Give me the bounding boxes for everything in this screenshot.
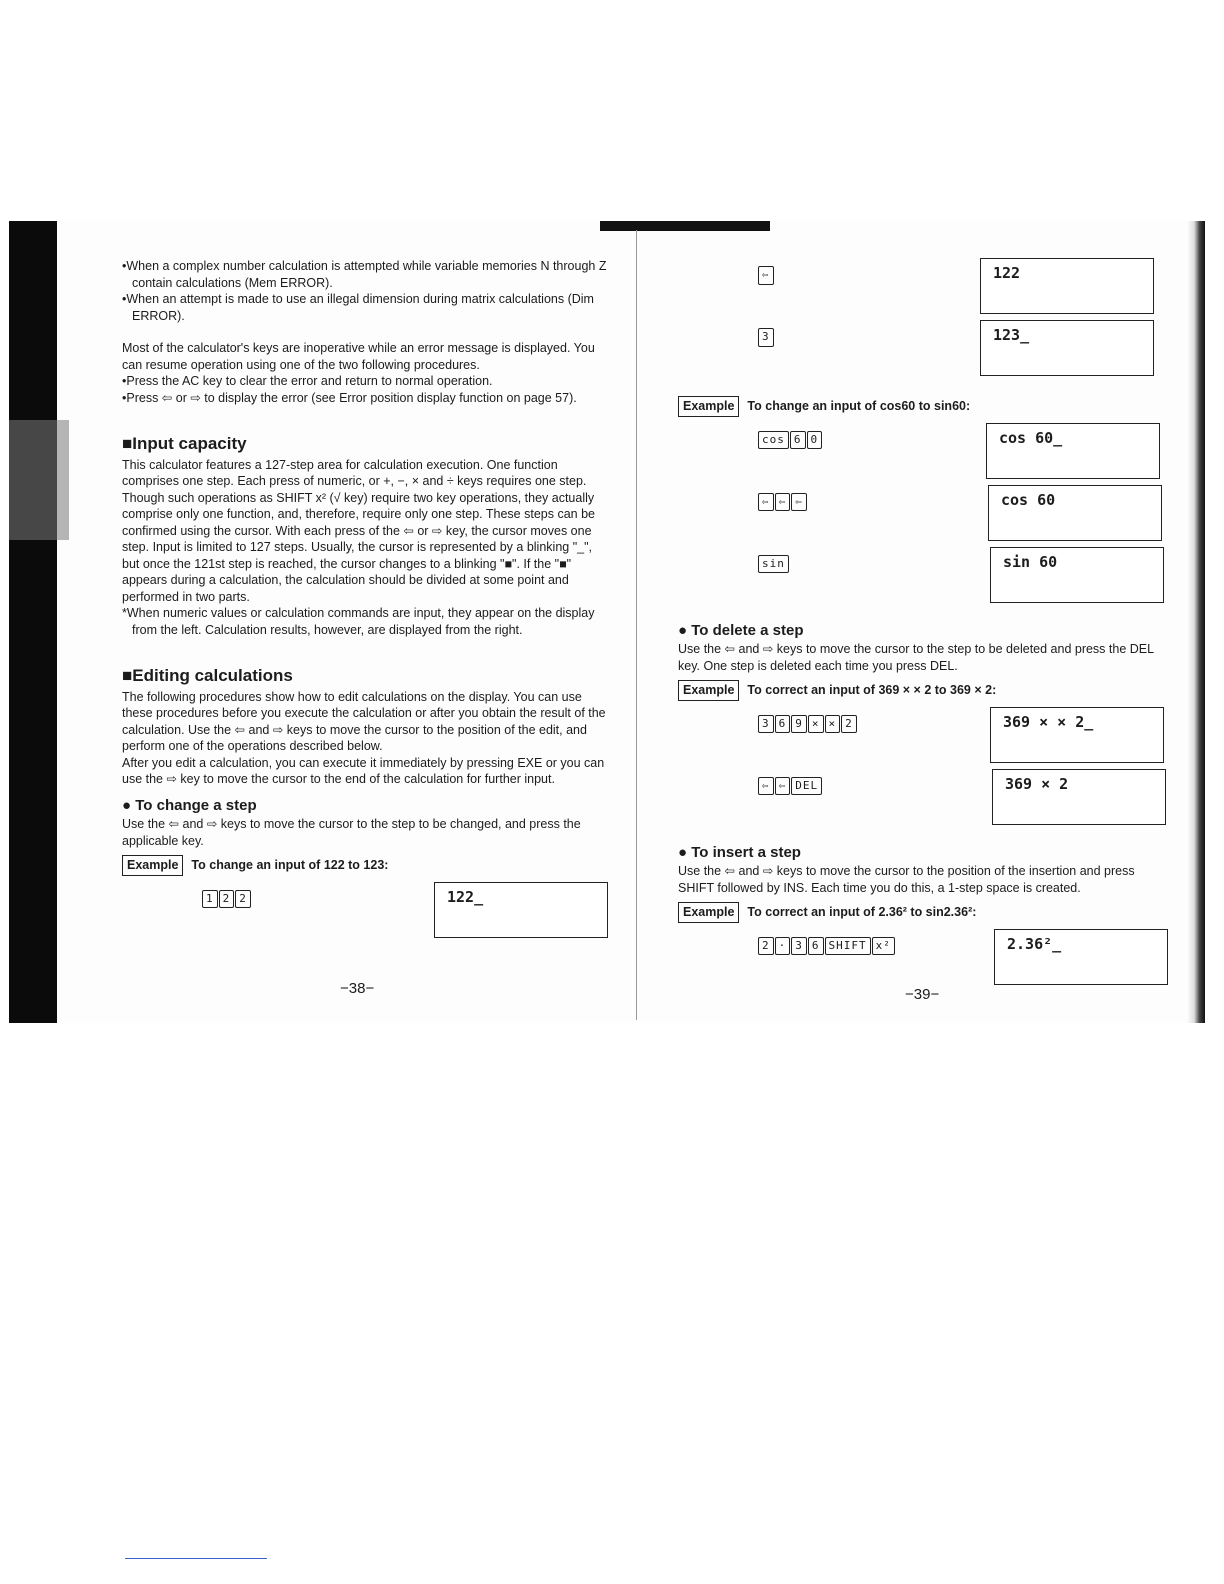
lcd-text: 2.36²_ xyxy=(1007,934,1062,953)
key-sequence xyxy=(758,777,823,796)
right-scan-edge xyxy=(1187,221,1205,1023)
key-2: 2 xyxy=(219,890,235,909)
left-arrow-key: ⇦ xyxy=(758,266,774,285)
example-row xyxy=(678,423,1168,485)
lcd-display xyxy=(986,423,1160,479)
gutter-line xyxy=(636,230,637,1020)
example-text: To change an input of 122 to 123: xyxy=(191,858,389,872)
lcd-text: 122 xyxy=(993,264,1021,282)
editing-heading: ■Editing calculations xyxy=(122,666,293,685)
key-2: 2 xyxy=(841,715,857,734)
lcd-display xyxy=(988,485,1162,541)
delete-step-text: Use the ⇦ and ⇨ keys to move the cursor to the step to be deleted and press the DEL key. One step is deleted each time you press DEL. xyxy=(678,642,1154,673)
editing-text-2: After you edit a calculation, you can execute it immediately by pressing EXE or you can use the ⇨ key to move the cursor to the end of the calculation for further input. xyxy=(122,755,605,786)
left-arrow-key: ⇦ xyxy=(775,777,791,796)
change-step-heading: ● To change a step xyxy=(122,796,257,814)
footer-rule xyxy=(125,1558,267,1559)
key-sequence xyxy=(758,937,896,956)
key-sequence xyxy=(758,266,775,285)
bullet-cursor-keys: •Press ⇦ or ⇨ to display the error (see Error position display function on page 57). xyxy=(122,390,577,405)
left-arrow-key: ⇦ xyxy=(758,777,774,796)
lcd-text: cos 60_ xyxy=(999,428,1063,447)
example-text: To correct an input of 369 × × 2 to 369 × 2: xyxy=(747,683,997,697)
cos-key: cos xyxy=(758,431,789,450)
example-row xyxy=(678,258,1168,320)
right-page xyxy=(678,258,1168,991)
key-2: 2 xyxy=(235,890,251,909)
example-line xyxy=(122,855,608,876)
lcd-text: 369 × × 2_ xyxy=(1003,712,1094,731)
example-row xyxy=(678,320,1168,382)
example-line xyxy=(678,680,1168,701)
example-tag: Example xyxy=(122,855,183,876)
key-3: 3 xyxy=(791,937,807,956)
input-capacity-text: This calculator features a 127-step area for calculation execution. One function comprises one step. Each press of numeric, or +, −, × and ÷ keys requires one step. Though such operations as SHIFT x² (√ key) require two key operations, they actually comprise only one function, and, therefore, require only one step. These steps can be confirmed using the cursor. With each press of the ⇦ or ⇨ key, the cursor moves one step. Input is limited to 127 steps. Usually, the cursor is represented by a blinking "_", but once the 121st step is reached, the cursor changes to a blinking "■". If the "■" appears during a calculation, the calculation should be divided at some point and performed in two parts. xyxy=(122,457,595,604)
key-sequence xyxy=(758,715,858,734)
lcd-display xyxy=(980,258,1154,314)
lcd-text: 122_ xyxy=(447,887,484,906)
input-capacity-heading: ■Input capacity xyxy=(122,434,247,453)
example-row xyxy=(678,547,1168,609)
lcd-display xyxy=(994,929,1168,985)
shift-key: SHIFT xyxy=(825,937,871,956)
key-6: 6 xyxy=(808,937,824,956)
editing-text-1: The following procedures show how to edit calculations on the display. You can use these procedures before you execute the calculation or after you obtain the result of the calculation. Use the ⇦ and ⇨ keys to move the cursor to the position of the edit, and perform one of the operations described below. xyxy=(122,689,606,753)
example-text: To correct an input of 2.36² to sin2.36²: xyxy=(747,905,977,919)
example-line xyxy=(678,396,1168,417)
input-capacity-note: *When numeric values or calculation commands are input, they appear on the display from the left. Calculation results, however, are displayed from the right. xyxy=(122,606,595,637)
error-paragraph: Most of the calculator's keys are inoperative while an error message is displayed. You can resume operation using one of the two following procedures. xyxy=(122,341,595,372)
sin-key: sin xyxy=(758,555,789,574)
left-page xyxy=(122,258,608,944)
example-tag: Example xyxy=(678,680,739,701)
bullet-ac-key: •Press the AC key to clear the error and return to normal operation. xyxy=(122,374,493,388)
example-tag: Example xyxy=(678,396,739,417)
key-2: 2 xyxy=(758,937,774,956)
insert-step-heading: ● To insert a step xyxy=(678,843,801,861)
key-sequence xyxy=(202,890,252,909)
left-scan-edge xyxy=(9,221,57,1023)
key-6: 6 xyxy=(790,431,806,450)
lcd-display xyxy=(992,769,1166,825)
key-3: 3 xyxy=(758,715,774,734)
example-row xyxy=(122,882,608,944)
lcd-display xyxy=(434,882,608,938)
key-1: 1 xyxy=(202,890,218,909)
page-number-right: −39− xyxy=(905,986,940,1003)
key-sequence xyxy=(758,431,823,450)
example-row xyxy=(678,769,1168,831)
lcd-text: sin 60 xyxy=(1003,552,1058,571)
key-6: 6 xyxy=(775,715,791,734)
lcd-display xyxy=(980,320,1154,376)
example-row xyxy=(678,485,1168,547)
key-sequence xyxy=(758,555,790,574)
key-3: 3 xyxy=(758,328,774,347)
square-key: x² xyxy=(872,937,895,956)
page-number-left: −38− xyxy=(340,980,375,997)
example-text: To change an input of cos60 to sin60: xyxy=(747,399,971,413)
lcd-display xyxy=(990,547,1164,603)
top-scan-bar xyxy=(600,221,770,231)
bullet-mem-error: •When a complex number calculation is attempted while variable memories N through Z contain calculations (Mem ERROR). xyxy=(122,259,607,290)
multiply-key: × xyxy=(825,715,841,734)
lcd-display xyxy=(990,707,1164,763)
left-scan-shadow xyxy=(9,420,69,540)
lcd-text: 123_ xyxy=(993,326,1030,344)
key-sequence xyxy=(758,328,775,347)
key-9: 9 xyxy=(791,715,807,734)
key-0: 0 xyxy=(807,431,823,450)
multiply-key: × xyxy=(808,715,824,734)
lcd-text: 369 × 2 xyxy=(1005,774,1069,793)
decimal-key: · xyxy=(775,937,791,956)
lcd-text: cos 60 xyxy=(1001,490,1056,509)
key-sequence xyxy=(758,493,808,512)
example-row xyxy=(678,707,1168,769)
delete-step-heading: ● To delete a step xyxy=(678,621,804,639)
bullet-dim-error: •When an attempt is made to use an illegal dimension during matrix calculations (Dim ERROR). xyxy=(122,292,594,323)
insert-step-text: Use the ⇦ and ⇨ keys to move the cursor to the position of the insertion and press SHIFT followed by INS. Each time you do this, a 1-step space is created. xyxy=(678,864,1135,895)
example-row xyxy=(678,929,1168,991)
left-arrow-key: ⇦ xyxy=(791,493,807,512)
left-arrow-key: ⇦ xyxy=(758,493,774,512)
change-step-text: Use the ⇦ and ⇨ keys to move the cursor to the step to be changed, and press the applicable key. xyxy=(122,817,581,848)
left-arrow-key: ⇦ xyxy=(775,493,791,512)
example-line xyxy=(678,902,1168,923)
example-tag: Example xyxy=(678,902,739,923)
del-key: DEL xyxy=(791,777,822,796)
